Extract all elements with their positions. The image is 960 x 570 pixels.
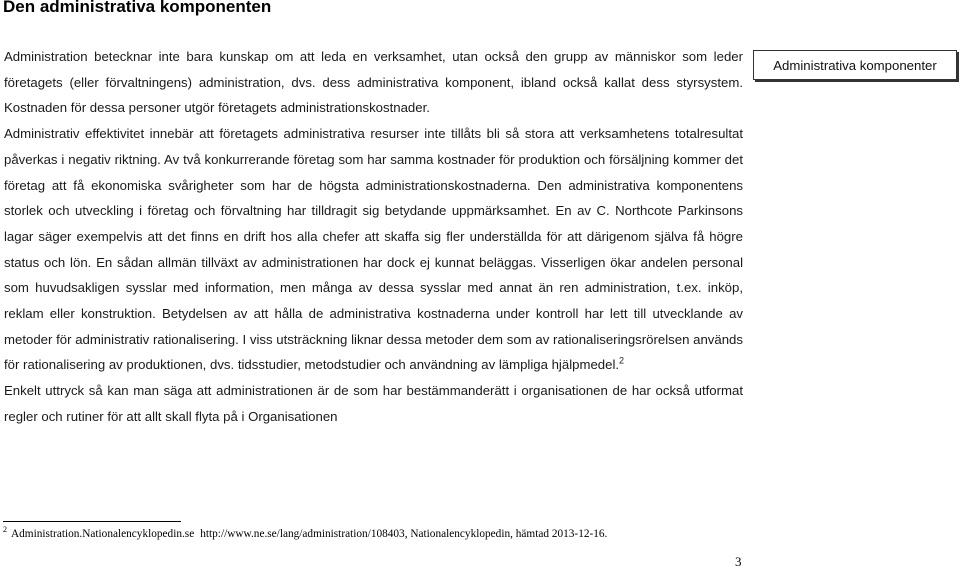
footnote [3,525,608,540]
footnote-reference[interactable]: 2 [619,356,625,367]
sidebar-box-label: Administrativa komponenter [753,50,957,80]
paragraph-1: Administration betecknar inte bara kunskap om att leda en verksamhet, utan också den grupp av människor som leder företagets (eller förvaltningens) administration, dvs. dess administrativa komponent, ibland också kallat dess styrsystem. Kostnaden för dessa personer utgör företagets administrationskostnader. [4,49,743,116]
body-text [4,44,743,430]
footnote-number: 2 [3,525,7,535]
paragraph-2 [4,121,743,378]
footnote-separator [3,521,181,522]
footnote-source: Administration.Nationalencyklopedin.se [11,528,195,540]
footnote-url[interactable]: http://www.ne.se/lang/administration/108403, Nationalencyklopedin, hämtad 2013-12-16. [200,528,608,540]
page-number: 3 [735,554,742,569]
paragraph-3: Enkelt uttryck så kan man säga att administrationen är de som har bestämmanderätt i organisationen de har också utformat regler och rutiner för att allt skall flyta på i Organisationen [4,383,743,424]
page-heading: Den administrativa komponenten [3,0,272,16]
paragraph-2-text: Administrativ effektivitet innebär att företagets administrativa resurser inte tillåts bli så stora att verksamhetens totalresultat påverkas i negativ riktning. Av två konkurrerande företag som har samma kostnader för produktion och försäljning kommer det företag att få ekonomiska svårigheter som har de högsta administrationskostnaderna. Den administrativa komponentens storlek och utveckling i företag och förvaltning har tilldragit sig betydande uppmärksamhet. En av C. Northcote Parkinsons lagar säger exempelvis att det finns en drift hos alla chefer att skaffa sig fler underställda för att därigenom själva få högre status och lön. En sådan allmän tillväxt av administrationen har dock ej kunnat beläggas. Visserligen ökar andelen personal som huvudsakligen sysslar med information, men många av dessa sysslar med annat än ren administration, t.ex. inköp, reklam eller konstruktion. Betydelsen av att hålla de administrativa kostnaderna under kontroll har lett till utvecklande av metoder för administrativ rationalisering. I viss utsträckning liknar dessa metoder dem som av rationaliseringsrörelsen används för rationalisering av produktionen, dvs. tidsstudier, metodstudier och användning av lämpliga hjälpmedel. [4,126,743,373]
